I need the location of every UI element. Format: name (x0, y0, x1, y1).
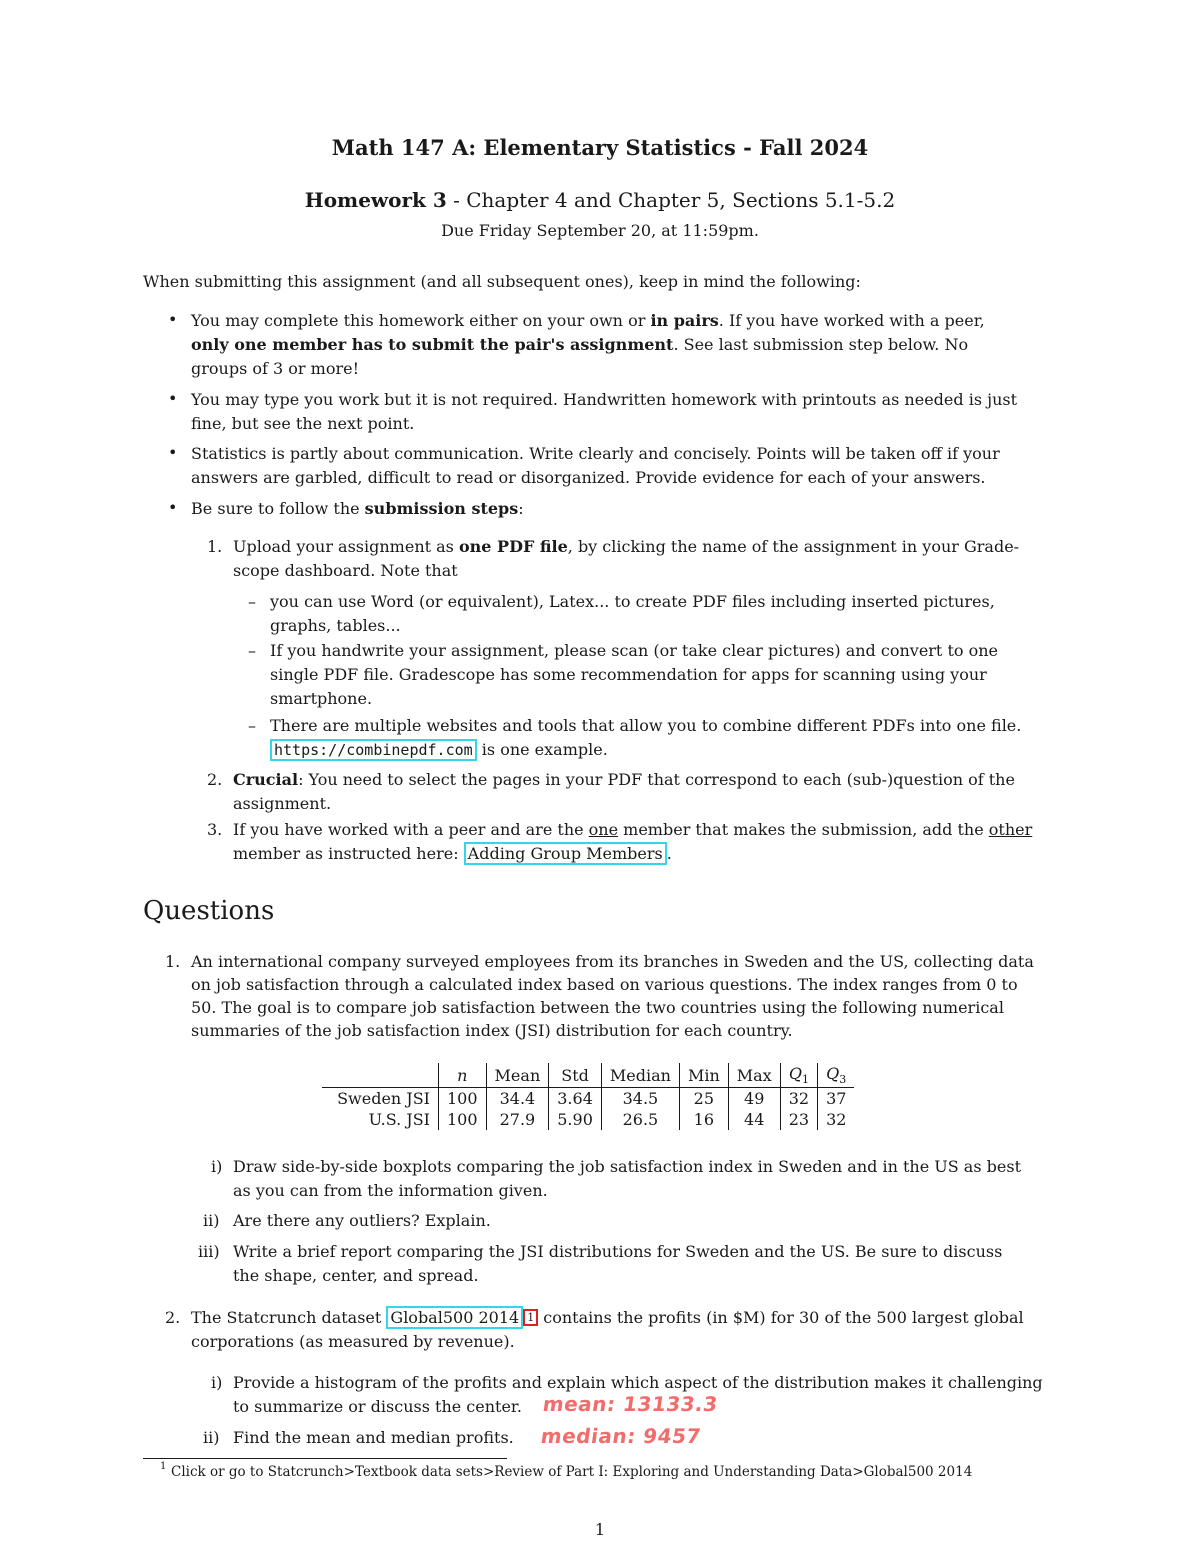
question-1-text: An international company surveyed employees from its branches in Sweden and the US, collecting data on job satisfaction through a calculated index based on various questions. The index ranges from 0 to 50. The goal is to compare job satisfaction between the two countries using the following numerical summaries of the job satisfaction index (JSI) distribution for each country. (191, 952, 1034, 1040)
footnote-ref-link[interactable]: 1 (523, 1309, 538, 1326)
q1-part-i: Draw side-by-side boxplots comparing the job satisfaction index in Sweden and in the US as best as you can from the information given. (233, 1157, 1021, 1200)
q2-part-i: Provide a histogram of the profits and explain which aspect of the distribution makes it challenging to summarize or discuss the center. (233, 1373, 1043, 1416)
q2-part-ii: Find the mean and median profits. (233, 1428, 514, 1447)
summary-table (322, 1063, 854, 1130)
table-row: Sweden JSI 100 34.4 3.64 34.5 25 49 32 37 (322, 1088, 854, 1110)
step-number-3: 3. (207, 820, 223, 839)
summary-table-wrapper (322, 1063, 854, 1130)
step-crucial: Crucial: You need to select the pages in your PDF that correspond to each (sub-)question of the assignment. (233, 770, 1015, 813)
dash-marker: – (248, 592, 256, 611)
step-upload: Upload your assignment as one PDF file, by clicking the name of the assignment in your Grade- scope dashboard. Note that (233, 537, 1020, 580)
table-header-q1: $Q_1$ (780, 1063, 817, 1088)
global500-link[interactable]: Global500 2014 (386, 1306, 523, 1329)
homework-title (0, 188, 1200, 212)
combinepdf-link[interactable]: https://combinepdf.com (270, 739, 477, 761)
note-word-latex: you can use Word (or equivalent), Latex... to create PDF files including inserted pictures, graphs, tables... (270, 592, 995, 635)
q1-part-ii: Are there any outliers? Explain. (233, 1211, 491, 1230)
question-number-1: 1. (165, 952, 181, 971)
homework-chapters: - Chapter 4 and Chapter 5, Sections 5.1-5.2 (446, 188, 896, 212)
step-group-members: If you have worked with a peer and are the one member that makes the submission, add the other member as instructed here: Adding Group Members . (233, 820, 1033, 863)
handwritten-mean-answer: mean: 13133.3 (541, 1392, 720, 1416)
table-header: n (439, 1063, 487, 1088)
bullet-typing: You may type you work but it is not required. Handwritten homework with printouts as needed is just fine, but see the next point. (191, 390, 1018, 433)
footnote-text: Click or go to Statcrunch>Textbook data sets>Review of Part I: Exploring and Understanding Data>Global500 2014 (171, 1464, 973, 1480)
step-number-1: 1. (207, 537, 223, 556)
bullet-marker: • (168, 498, 178, 517)
subq-label-i: i) (211, 1373, 223, 1392)
bullet-marker: • (168, 389, 178, 408)
q1-part-iii: Write a brief report comparing the JSI distributions for Sweden and the US. Be sure to discuss the shape, center, and spread. (233, 1242, 1003, 1285)
page-number: 1 (594, 1520, 606, 1539)
note-handwrite: If you handwrite your assignment, please scan (or take clear pictures) and convert to one single PDF file. Gradescope has some recommendation for apps for scanning using your smartphone. (270, 641, 998, 708)
table-header-q3: $Q_3$ (818, 1063, 855, 1088)
table-header: Median (601, 1063, 679, 1088)
bullet-communication: Statistics is partly about communication. Write clearly and concisely. Points will be taken off if your answers are garbled, difficult to read or disorganized. Provide evidence for each of your answers. (191, 444, 1000, 487)
table-row: U.S. JSI 100 27.9 5.90 26.5 16 44 23 32 (322, 1109, 854, 1130)
table-header: Min (679, 1063, 728, 1088)
course-title: Math 147 A: Elementary Statistics - Fall 2024 (331, 135, 869, 160)
dash-marker: – (248, 641, 256, 660)
step-number-2: 2. (207, 770, 223, 789)
bullet-submission-steps: Be sure to follow the submission steps: (191, 499, 524, 518)
note-combine-pdf: There are multiple websites and tools that allow you to combine different PDFs into one file. https://combinepdf.com is one example. (270, 716, 1022, 759)
dash-marker: – (248, 716, 256, 735)
intro-text: When submitting this assignment (and all subsequent ones), keep in mind the following: (143, 272, 861, 291)
subq-label-iii: iii) (198, 1242, 220, 1261)
question-number-2: 2. (165, 1308, 181, 1327)
footnote-mark: 1 (160, 1461, 167, 1472)
subq-label-ii: ii) (203, 1211, 220, 1230)
handwritten-median-answer: median: 9457 (539, 1424, 703, 1448)
table-header: Std (549, 1063, 602, 1088)
table-header-row (322, 1063, 854, 1088)
due-date: Due Friday September 20, at 11:59pm. (441, 221, 759, 240)
section-heading: Questions (143, 896, 275, 926)
question-2-text: The Statcrunch dataset Global500 2014 $^1$ contains the profits (in $M) for 30 of the 500 largest global corporations (as measured by revenue). (191, 1308, 1024, 1351)
footnote-rule (143, 1458, 507, 1459)
subq-label-i: i) (211, 1157, 223, 1176)
table-header: Max (728, 1063, 780, 1088)
bullet-pairs: You may complete this homework either on your own or in pairs. If you have worked with a peer, only one member has to submit the pair's assignment. See last submission step below. No groups of 3 or more! (191, 311, 985, 378)
bullet-marker: • (168, 443, 178, 462)
homework-number: Homework 3 (304, 188, 447, 212)
subq-label-ii: ii) (203, 1428, 220, 1447)
table-header: Mean (486, 1063, 549, 1088)
adding-group-members-link[interactable]: Adding Group Members (464, 842, 667, 865)
bullet-marker: • (168, 310, 178, 329)
